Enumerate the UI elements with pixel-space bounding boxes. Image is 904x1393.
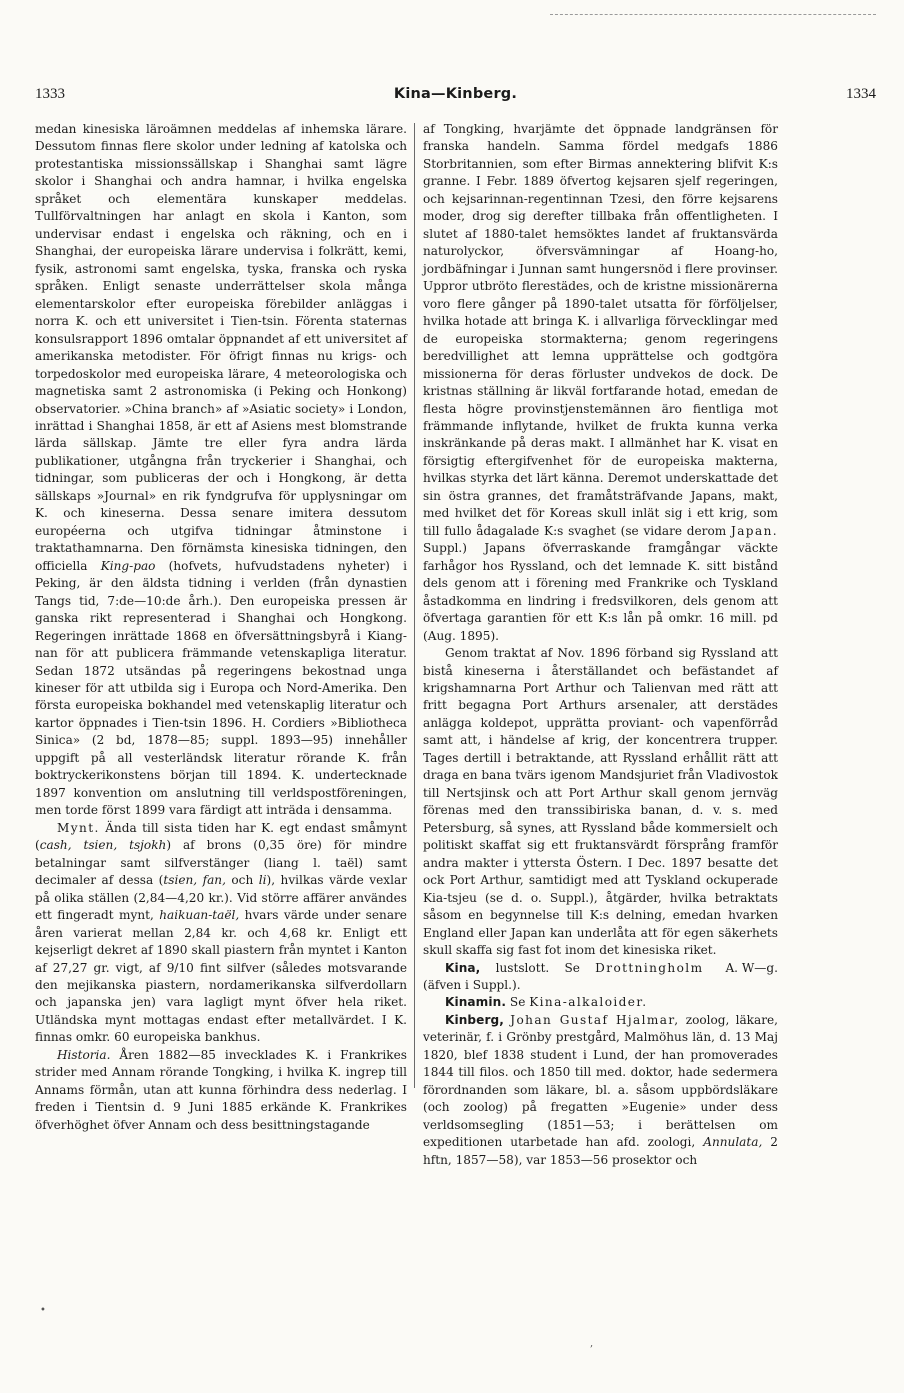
entry-kinamin: Kinamin. Se Kina-alkaloider. [445, 995, 648, 1010]
stray-ink-mark: , [590, 1338, 594, 1349]
paragraph-education: medan kinesiska läroämnen meddelas af inhemska lärare. Dessutom finnas flere skolor under ledning af katolska och protestantiska missionssällskap i Shanghai samt lägre skolor i Shanghai och andra hamnar, i hvilka engelska språket och elementära kunskaper meddelas. Tullförvaltningen har anlagt en skola i Kanton, som undervisar endast i engelska och räkning, och en i Shanghai, der europeiska lärare undervisa i folkrätt, kemi, fysik, astronomi samt engelska, tyska, franska och ryska språken. Enligt senaste underrättelser skola många elementarskolor efter europeiska förebilder anläggas i norra K. och ett universitet i Tien-tsin. Förenta staternas konsulsrapport 1896 omtalar öppnandet af ett universitet af amerikanska metodister. För öfrigt finnas nu krigs- och torpedoskolor med europeiska lärare, 4 meteorologiska och magnetiska samt 2 astronomiska (i Peking och Honkong) observatorier. »China branch» af »Asiatic society» i London, inrättad i Shanghai 1858, är ett af Asiens mest blomstrande lärda sällskap. Jämte tre eller fyra andra lärda publikationer, utgångna från tryckerier i Shanghai, och tidningar, som publiceras der och i Hongkong, är detta sällskaps »Journal» en rik fyndgrufva för upplysningar om K. och kineserna. Dessa senare imitera dessutom européerna och utgifva tidningar åtminstone i traktathamnarna. Den förnämsta kinesiska tidningen, den officiella King-pao (hofvets, hufvudstadens nyheter) i Peking, är den äldsta tidning i verlden (från dynastien Tangs tid, 7:de—10:de årh.). Den europeiska pressen är ganska rikt representerad i Shanghai och Hongkong. Regeringen inrättade 1868 en öfversättningsbyrå i Kiang-nan för att publicera främmande vetenskapliga literatur. Sedan 1872 utsändas på regeringens bekostnad unga kineser för att utbilda sig i Europa och Nord-Amerika. Den första europeiska bokhandel med vetenskaplig literatur och kartor öppnades i Tien-tsin 1896. H. Cordiers »Bibliotheca Sinica» (2 bd, 1878—85; suppl. 1893—95) innehåller uppgift på all vesterländsk literatur rörande K. från boktryckerikonstens början till 1894. K. undertecknade 1897 konvention om anslutning till verldspostföreningen, men torde först 1899 vara färdigt att inträda i densamma. [35, 122, 407, 818]
headword-kina: Kina, [445, 960, 481, 975]
page-number-right: 1334 [846, 86, 876, 102]
paragraph-history-cont: af Tongking, hvarjämte det öppnade landgränsen för franska handeln. Samma fördel medgafs 1886 Storbritannien, som efter Birmas annektering blifvit K:s granne. I Febr. 1889 öfvertog kejsaren sjelf regeringen, och kejsarinnan-regentinnan Tzesi, den förre kejsarens moder, drog sig derefter tillbaka från offentligheten. I slutet af 1880-talet hemsöktes landet af fruktansvärda naturolyckor, öfversvämningar af Hoang-ho, jordbäfningar i Junnan samt hungersnöd i flere provinser. Uppror utbröto flerestädes, och de kristne missionärerna voro flere gånger på 1890-talet utsatta för förföljelser, hvilka hotade att bringa K. i allvarliga förvecklingar med de europeiska stormakterna; genom regeringens beredvillighet att lemna upprättelse och godtgöra missionerna för deras förluster undvekos de dock. De kristnas ställning är likväl fortfarande hotad, emedan de flesta högre provinstjenstemännen äro fientliga mot främmande inflytande, hvilket de frukta kunna verka inskränkande på deras makt. I allmänhet har K. visat en försigtig eftergifvenhet för de europeiska makterna, hvilkas styrka det lärt känna. Deremot underskattade det sin östra grannes, det framåtsträfvande Japans, makt, med hvilket det för Koreas skull inlät sig i ett krig, som till fullo ådagalade K:s svaghet (se vidare derom Japan. Suppl.) Japans öfverraskande framgångar väckte farhågor hos Ryssland, och det lemnade K. sitt bistånd dels genom att i förening med Frankrike och Tyskland åstadkomma en lindring i fredsvilkoren, dels genom att öfvertaga garantien för ett K:s lån på omkr. 16 mill. pd (Aug. 1895). [423, 122, 778, 643]
running-head: Kina—Kinberg. [393, 86, 518, 102]
column-divider [414, 123, 415, 1088]
paragraph-history: Historia. Åren 1882—85 invecklades K. i Frankrikes strider med Annam rörande Tongking, i hvilka K. ingrep till Annams förmån, utan att kunna förhindra dess nederlag. I freden i Tientsin d. 9 Juni 1885 erkände K. Frankrikes öfverhöghet öfver Annam och dess besittningstagande [35, 1047, 407, 1132]
top-rule [550, 14, 876, 15]
author-signature: A. W—g. [725, 960, 778, 975]
section-head-mynt: Mynt. [57, 820, 100, 835]
stray-ink-mark: • [40, 1305, 46, 1316]
paragraph-coinage: Mynt. Ända till sista tiden har K. egt endast småmynt (cash, tsien, tsjokh) af brons (0,35 öre) för mindre betalningar samt silfverstänger (liang l. taël) samt decimaler af dessa (tsien, fan, och li), hvilkas värde vexlar på olika ställen (2,84—4,20 kr.). Vid större affärer användes ett fingeradt mynt, haikuan-taël, hvars värde under senare åren varierat mellan 2,84 kr. och 4,68 kr. Enligt ett kejserligt dekret af 1890 skall piastern från myntet i Kanton af 27,27 gr. vigt, af 9/10 fint silfver (således motsvarande den mejikanska piastern, nordamerikanska silfverdollarn och japanska jen) vara lagligt mynt öfver hela riket. Utländska mynt mottagas endast efter metallvärdet. I K. finnas omkr. 60 europeiska bankhus. [35, 820, 407, 1045]
left-column [35, 121, 407, 1134]
section-head-historia: Historia. [57, 1047, 111, 1062]
page-number-left: 1333 [35, 86, 65, 102]
paragraph-treaty: Genom traktat af Nov. 1896 förband sig Ryssland att bistå kineserna i återställandet och befästandet af krigshamnarna Port Arthur och Talienvan med rätt att fritt begagna Port Arthurs arsenaler, att derstädes anlägga koldepot, upprätta proviant- och vapenförråd samt att, i händelse af krig, der koncentrera trupper. Tages dertill i betraktande, att Ryssland erhållit rätt att draga en bana tvärs igenom Mandsjuriet från Vladivostok till Nertsjinsk och att Port Arthur skall genom jernväg förenas med den transsibiriska banan, d. v. s. med Petersburg, så synes, att Ryssland både kommersielt och politiskt skaffat sig ett fruktansvärdt försprång framför andra makter i yttersta Östern. I Dec. 1897 besatte det ock Port Arthur, samtidigt med att Tyskland ockuperade Kia-tsjeu (se d. o. Suppl.), åtgärder, hvilka betraktats såsom en begynnelse till K:s delning, emedan hvarken England eller Japan kan underlåta att för egen säkerhets skull skaffa sig fast fot inom det kinesiska riket. A. W—g. [423, 645, 778, 959]
right-column [423, 121, 778, 1169]
headword-kinamin: Kinamin. [445, 995, 507, 1010]
entry-kinberg: Kinberg, Johan Gustaf Hjalmar, zoolog, läkare, veterinär, f. i Grönby prestgård, Malmöhus län, d. 13 Maj 1820, blef 1838 student i Lund, der han promoverades 1844 till filos. och 1850 till med. doktor, hade sedermera förordnanden som läkare, bl. a. såsom uppbördsläkare (och zoolog) på fregatten »Eugenie» under dess verldsomsegling (1851—53; i berättelsen om expeditionen utarbetade han afd. zoologi, Annulata, 2 hftn, 1857—58), var 1853—56 prosektor och [423, 1012, 778, 1167]
entry-kina-palace: Kina, lustslott. Se Drottningholm (äfven i Suppl.). [423, 960, 704, 992]
headword-kinberg: Kinberg, [445, 1012, 505, 1027]
page-header [35, 86, 876, 108]
